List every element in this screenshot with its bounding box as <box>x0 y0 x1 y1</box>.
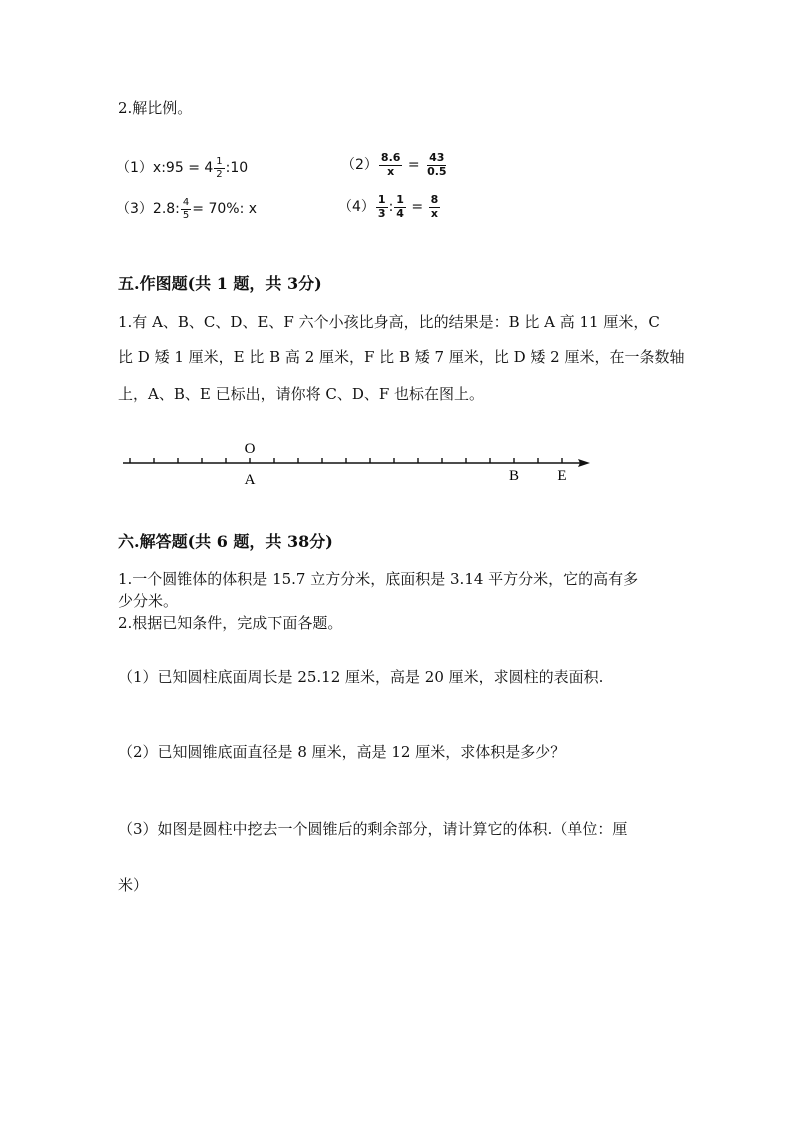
proportion-4-label: （4） <box>338 199 375 216</box>
proportion-4-fraction-1: $\frac{1}{3}$ <box>377 193 386 220</box>
number-line <box>0 430 794 490</box>
draw-question-line-3: 上，A、B、E 已标出，请你将 C、D、F 也标在图上。 <box>118 385 485 403</box>
answer-q1-line-1: 1.一个圆锥体的体积是 15.7 立方分米，底面积是 3.14 平方分米，它的高有多 <box>118 570 639 588</box>
draw-question-line-1: 1.有 A、B、C、D、E、F 六个小孩比身高，比的结果是：B 比 A 高 11 厘米，C <box>118 313 660 331</box>
answer-q1-line-2: 少分米。 <box>118 592 179 610</box>
answer-q2-part-1: （1）已知圆柱底面周长是 25.12 厘米，高是 20 厘米，求圆柱的表面积. <box>118 668 604 686</box>
proportion-3-fraction: $\frac{4}{5}$ <box>182 197 190 221</box>
proportion-2-fraction-right: $\frac{43}{0.5}$ <box>427 151 447 178</box>
proportion-3-post: = 70%: x <box>192 201 258 217</box>
proportion-3 <box>116 197 257 221</box>
proportion-4-fraction-2: $\frac{1}{4}$ <box>396 193 404 220</box>
proportion-2 <box>341 152 450 178</box>
proportion-2-label: （2） <box>341 157 378 174</box>
answer-q2: 2.根据已知条件，完成下面各题。 <box>118 614 343 632</box>
answer-section-heading: 六.解答题(共 6 题，共 38分) <box>118 532 333 551</box>
proportion-1-fraction: $\frac{1}{2}$ <box>216 156 223 180</box>
proportion-2-equals: = <box>407 157 420 174</box>
proportion-1-label: （1） <box>116 160 153 176</box>
proportion-2-fraction-left: $\frac{8.6}{x}$ <box>380 151 401 178</box>
answer-q2-part-2: （2）已知圆锥底面直径是 8 厘米，高是 12 厘米，求体积是多少？ <box>118 743 566 761</box>
number-line-labels <box>245 441 567 488</box>
proportion-4 <box>338 194 441 220</box>
proportion-4-fraction-3: $\frac{8}{x}$ <box>430 193 439 220</box>
draw-question-line-2: 比 D 矮 1 厘米，E 比 B 高 2 厘米，F 比 B 矮 7 厘米，比 D 矮 2 厘米，在一条数轴 <box>118 348 685 366</box>
number-line-label-a: A <box>244 472 256 488</box>
solve-heading: 2.解比例。 <box>118 99 193 117</box>
proportion-1-rhs: :10 <box>225 160 249 176</box>
answer-q2-part-3-line-2: 米） <box>118 876 149 894</box>
draw-section-heading: 五.作图题(共 1 题，共 3分) <box>118 274 322 293</box>
proportion-3-label: （3） <box>116 201 153 217</box>
proportion-4-equals: = <box>411 199 424 216</box>
proportion-4-colon: : <box>388 199 394 216</box>
proportion-1-lhs: x:95 = 4 <box>152 160 214 176</box>
number-line-label-b: B <box>508 468 520 484</box>
number-line-label-e: E <box>557 468 567 484</box>
proportion-3-pre: 2.8: <box>152 201 180 217</box>
answer-q2-part-3-line-1: （3）如图是圆柱中挖去一个圆锥后的剩余部分，请计算它的体积.（单位：厘 <box>118 820 628 838</box>
number-line-origin-label: O <box>244 441 256 457</box>
proportion-1 <box>116 156 248 180</box>
